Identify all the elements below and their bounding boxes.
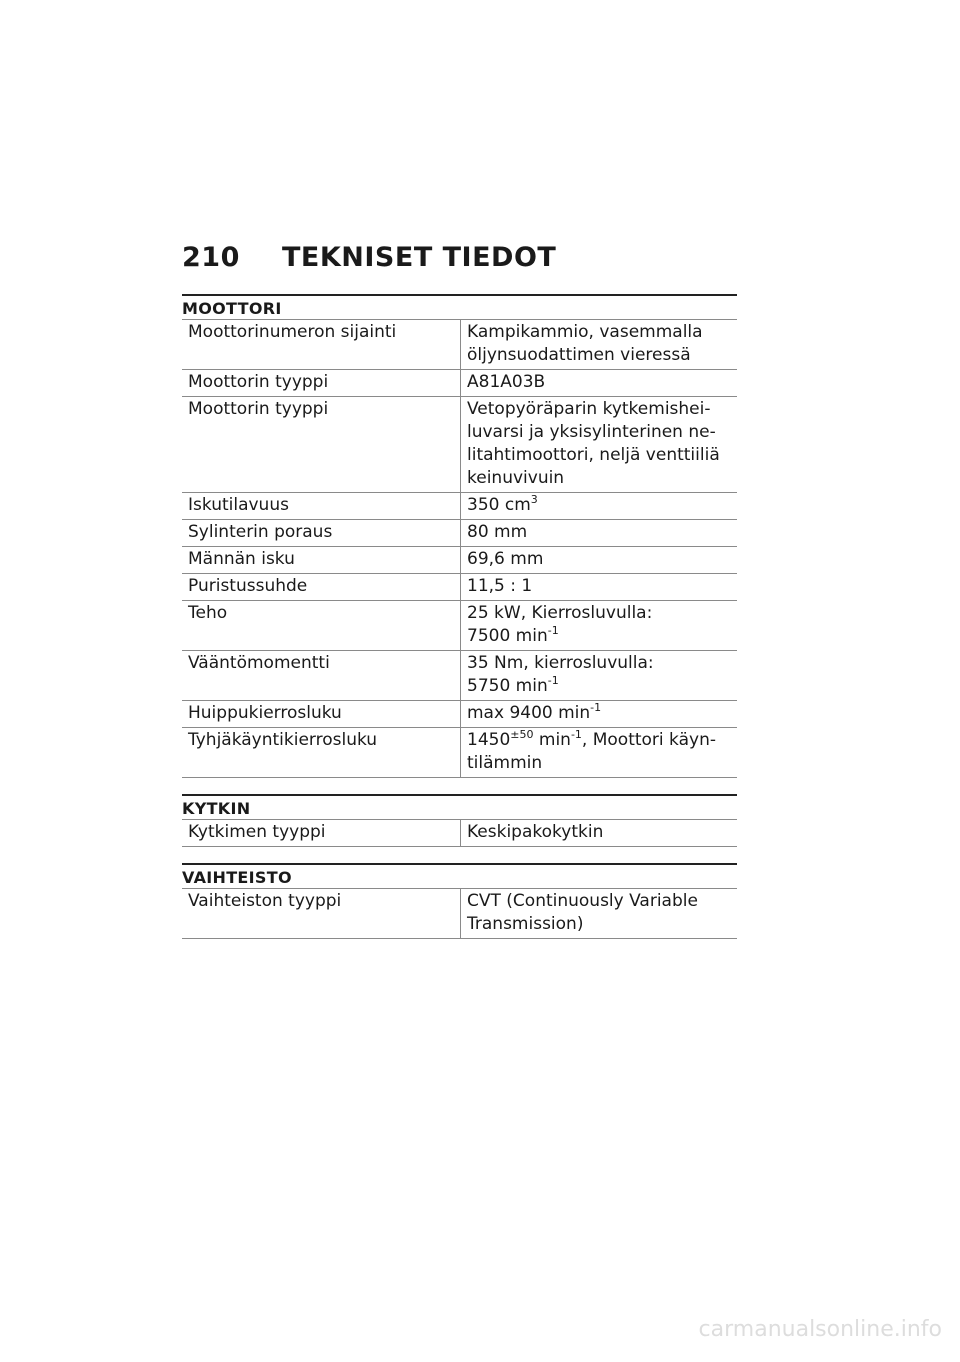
value-text: 350 cm xyxy=(467,495,531,515)
page-title: TEKNISET TIEDOT xyxy=(282,242,557,273)
unit-exponent: -1 xyxy=(547,624,559,637)
spec-label: Vaihteiston tyyppi xyxy=(182,889,461,939)
spec-label: Moottorin tyyppi xyxy=(182,370,461,397)
table-row xyxy=(182,493,737,520)
table-row xyxy=(182,574,737,601)
value-text: 7500 min xyxy=(467,626,548,646)
unit-exponent: 3 xyxy=(530,493,538,506)
spec-value xyxy=(461,493,738,520)
spec-value: 80 mm xyxy=(461,520,738,547)
page-number: 210 xyxy=(182,242,240,273)
table-row xyxy=(182,728,737,778)
spec-value: CVT (Continuously Variable Transmission) xyxy=(461,889,738,939)
value-text: 1450 xyxy=(467,730,511,750)
spec-value: Vetopyöräparin kytkemisheiluvarsi ja yksisylinterinen nelitahtimoottori, neljä venttiiliä keinuvivuin xyxy=(461,397,738,493)
tolerance: ±50 xyxy=(510,728,534,741)
spec-value: 11,5 : 1 xyxy=(461,574,738,601)
value-text: 35 Nm, kierrosluvulla: xyxy=(467,653,654,673)
table-row xyxy=(182,547,737,574)
spec-label: Puristussuhde xyxy=(182,574,461,601)
spec-value xyxy=(461,728,738,778)
spec-value xyxy=(461,701,738,728)
spec-value: Keskipakokytkin xyxy=(461,820,738,847)
spec-label: Tyhjäkäyntikierrosluku xyxy=(182,728,461,778)
section-title-clutch: KYTKIN xyxy=(182,796,737,820)
table-row xyxy=(182,370,737,397)
table-row xyxy=(182,889,737,939)
section-title-transmission: VAIHTEISTO xyxy=(182,865,737,889)
spec-label: Sylinterin poraus xyxy=(182,520,461,547)
table-row xyxy=(182,320,737,370)
table-row xyxy=(182,820,737,847)
value-text: max 9400 min xyxy=(467,703,591,723)
transmission-spec-table xyxy=(182,889,737,939)
spec-label: Vääntömomentti xyxy=(182,651,461,701)
table-row xyxy=(182,701,737,728)
table-row xyxy=(182,520,737,547)
table-row xyxy=(182,397,737,493)
spec-label: Moottorinumeron sijainti xyxy=(182,320,461,370)
spec-value: Kampikammio, vasemmalla öljynsuodattimen vieressä xyxy=(461,320,738,370)
clutch-spec-table xyxy=(182,820,737,847)
page-header xyxy=(182,242,737,278)
table-row xyxy=(182,601,737,651)
unit-exponent: -1 xyxy=(547,674,559,687)
engine-spec-table xyxy=(182,320,737,778)
spec-label: Huippukierrosluku xyxy=(182,701,461,728)
value-text: , Moottori käyntilämmin xyxy=(467,730,716,773)
spec-value: A81A03B xyxy=(461,370,738,397)
spec-label: Moottorin tyyppi xyxy=(182,397,461,493)
section-title-engine: MOOTTORI xyxy=(182,296,737,320)
section-engine xyxy=(182,294,737,778)
value-text: min xyxy=(533,730,571,750)
spec-label: Kytkimen tyyppi xyxy=(182,820,461,847)
spec-label: Teho xyxy=(182,601,461,651)
page-content xyxy=(182,242,737,939)
spec-value: 69,6 mm xyxy=(461,547,738,574)
spec-label: Iskutilavuus xyxy=(182,493,461,520)
spec-value xyxy=(461,601,738,651)
value-text: 5750 min xyxy=(467,676,548,696)
table-row xyxy=(182,651,737,701)
spec-label: Männän isku xyxy=(182,547,461,574)
section-transmission xyxy=(182,863,737,939)
unit-exponent: -1 xyxy=(570,728,582,741)
section-clutch xyxy=(182,794,737,847)
spec-value xyxy=(461,651,738,701)
value-text: 25 kW, Kierrosluvulla: xyxy=(467,603,653,623)
footer-watermark: carmanualsonline.info xyxy=(698,1317,942,1342)
unit-exponent: -1 xyxy=(590,701,602,714)
